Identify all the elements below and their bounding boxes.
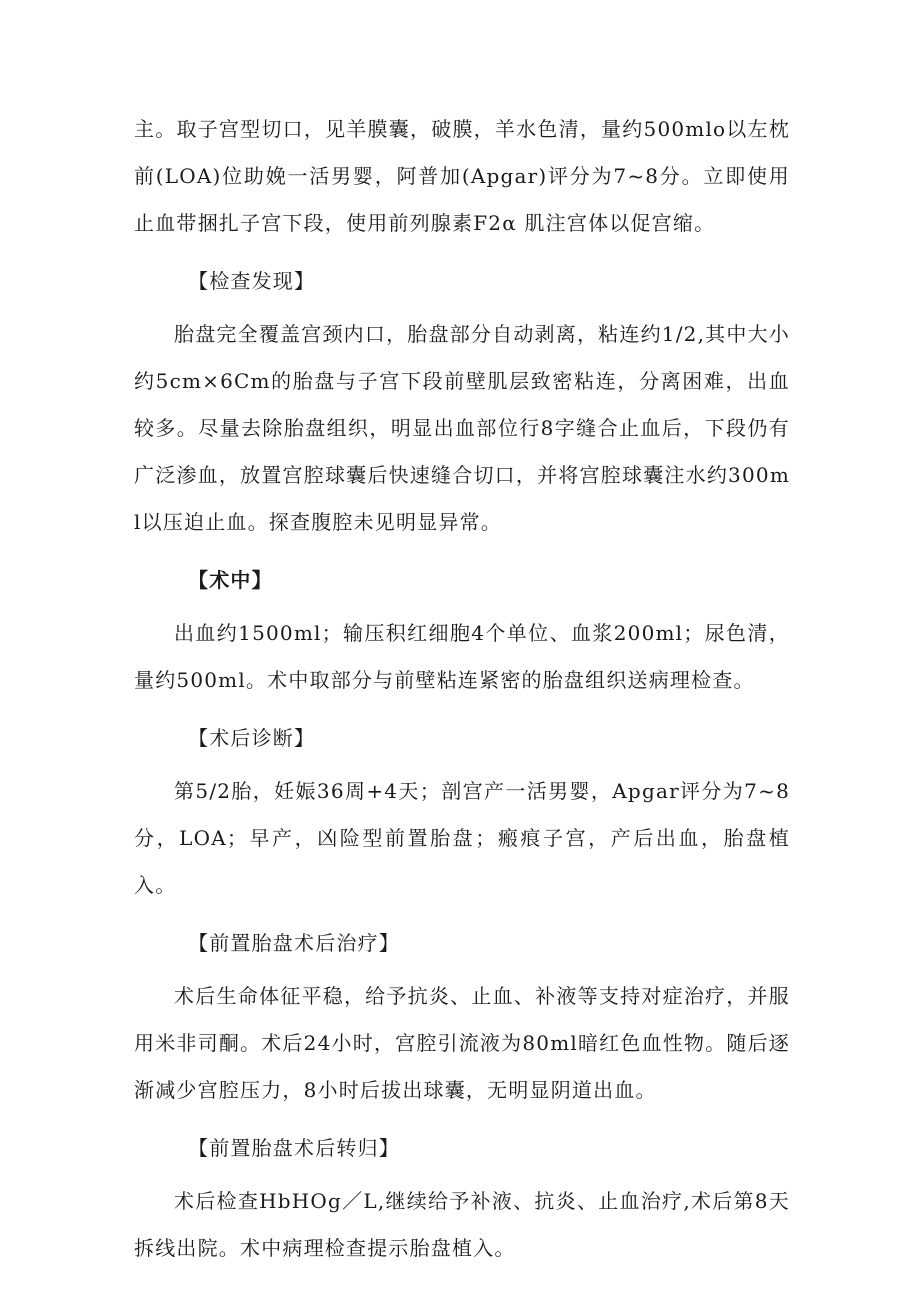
section-body-postoperative-treatment: 术后生命体征平稳，给予抗炎、止血、补液等支持对症治疗，并服用米非司酮。术后24小时，宫腔引流液为80ml暗红色血性物。随后逐渐减少宫腔压力，8小时后拔出球囊，无明显阴道出血。 <box>134 984 790 1102</box>
section-body-postoperative-outcome: 术后检查HbHOg／L,继续给予补液、抗炎、止血治疗,术后第8天拆线出院。术中病理检查提示胎盘植入。 <box>134 1189 790 1260</box>
section-heading-intraoperative: 【术中】 <box>188 568 273 592</box>
section-body-postoperative-diagnosis: 第5/2胎，妊娠36周+4天；剖宫产一活男婴，Apgar评分为7~8分，LOA；早产，凶险型前置胎盘；瘢痕子宫，产后出血，胎盘植入。 <box>134 779 790 897</box>
intro-paragraph: 主。取子宫型切口，见羊膜囊，破膜，羊水色清，量约500mlo以左枕前(LOA)位助娩一活男婴，阿普加(Apgar)评分为7~8分。立即使用止血带捆扎子宫下段，使用前列腺素F2α 肌注宫体以促宫缩。 <box>134 117 790 235</box>
section-heading-postoperative-outcome: 【前置胎盘术后转归】 <box>188 1136 400 1160</box>
section-body-examination-findings: 胎盘完全覆盖宫颈内口，胎盘部分自动剥离，粘连约1/2,其中大小约5cm×6Cm的胎盘与子宫下段前壁肌层致密粘连，分离困难，出血较多。尽量去除胎盘组织，明显出血部位行8字缝合止血后，下段仍有广泛渗血，放置宫腔球囊后快速缝合切口，并将宫腔球囊注水约300ml以压迫止血。探查腹腔未见明显异常。 <box>134 322 790 534</box>
section-body-intraoperative: 出血约1500ml；输压积红细胞4个单位、血浆200ml；尿色清，量约500ml。术中取部分与前壁粘连紧密的胎盘组织送病理检查。 <box>134 621 790 692</box>
section-heading-postoperative-treatment: 【前置胎盘术后治疗】 <box>188 931 400 955</box>
section-heading-examination-findings: 【检查发现】 <box>188 269 316 293</box>
document-body <box>134 106 790 1272</box>
section-heading-postoperative-diagnosis: 【术后诊断】 <box>188 726 316 750</box>
